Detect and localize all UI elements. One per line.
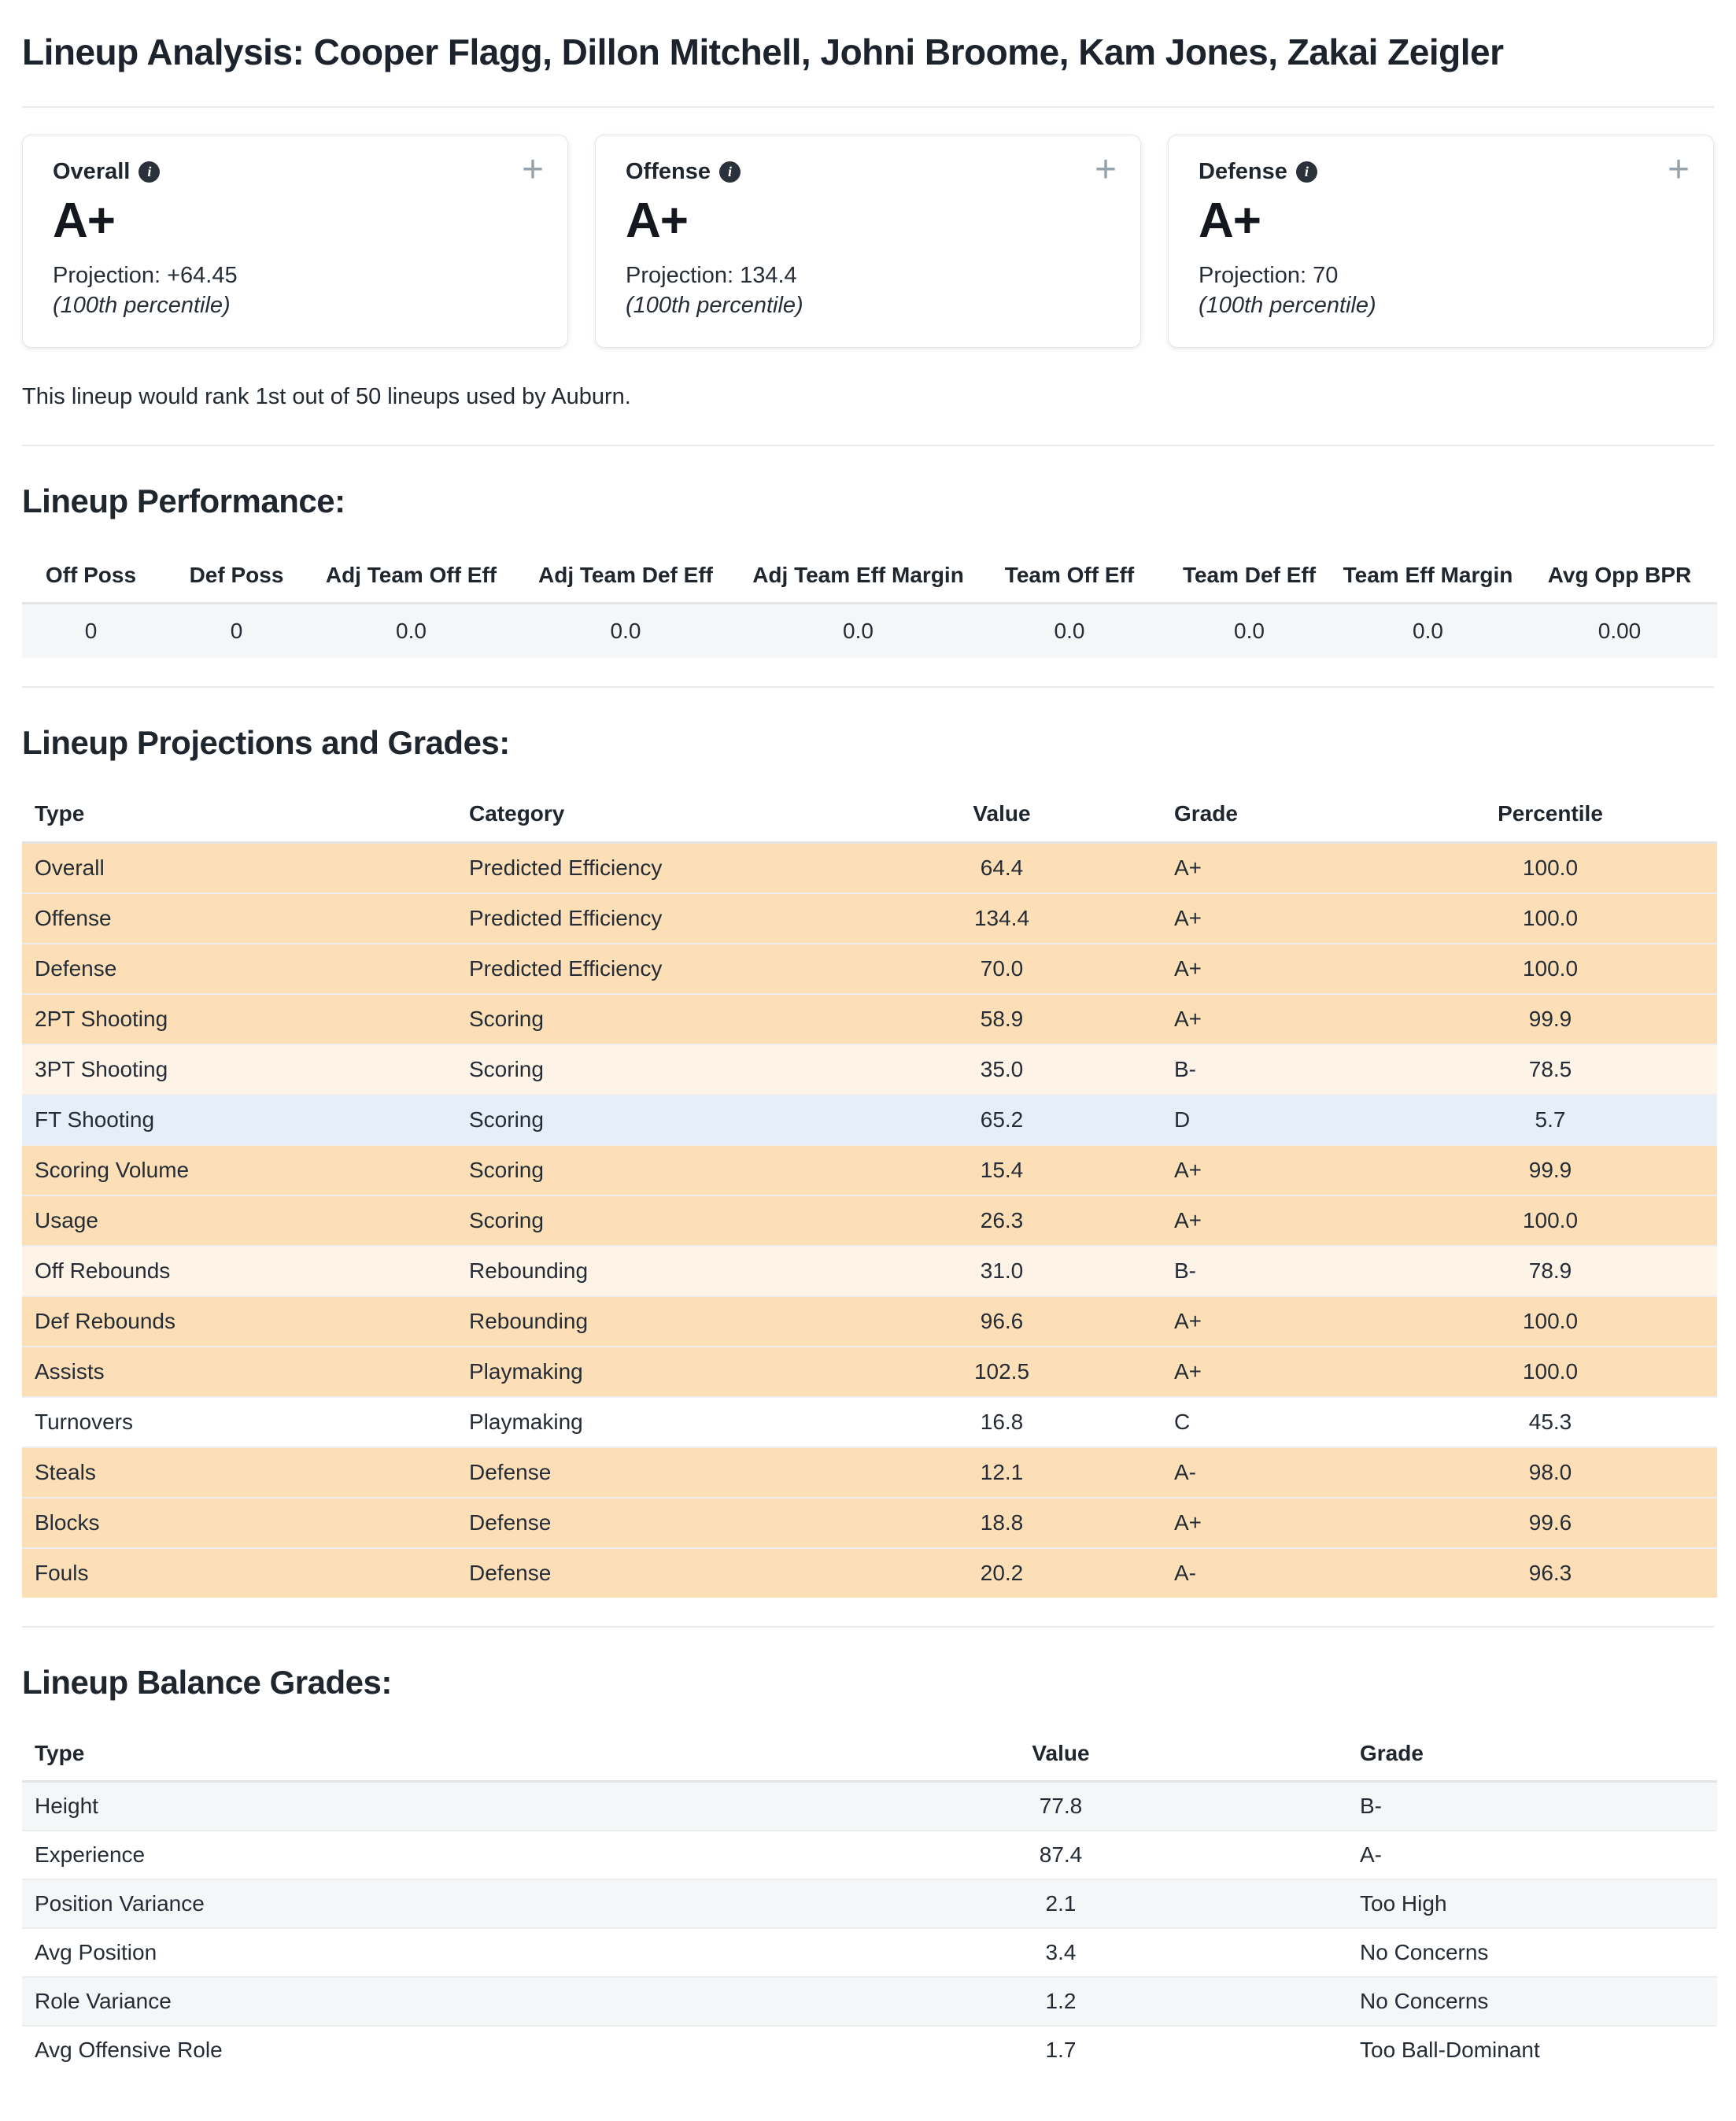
team-off-eff-value: 0.0 <box>974 604 1165 659</box>
value-cell: 1.2 <box>848 1977 1273 2026</box>
team-eff-margin-value: 0.0 <box>1334 604 1522 659</box>
divider-balance <box>22 1626 1714 1628</box>
type-cell: FT Shooting <box>22 1095 463 1145</box>
overall-grade-value: A+ <box>53 193 115 248</box>
balance-row-role-variance <box>22 1977 1717 2026</box>
col-header-adj-team-eff-margin: Adj Team Eff Margin <box>742 561 974 604</box>
adj-team-def-eff-value: 0.0 <box>509 604 742 659</box>
col-header-team-eff-margin: Team Eff Margin <box>1334 561 1522 604</box>
category-cell: Rebounding <box>463 1296 896 1347</box>
grade-cell: Too High <box>1273 1879 1717 1928</box>
projection-row-2pt-shooting <box>22 994 1717 1044</box>
category-cell: Scoring <box>463 1044 896 1095</box>
value-cell: 65.2 <box>896 1095 1108 1145</box>
grade-cell: Too Ball-Dominant <box>1273 2026 1717 2074</box>
overall-projection-text: Projection: +64.45 <box>53 262 238 288</box>
percentile-cell: 100.0 <box>1383 944 1717 994</box>
balance-table <box>22 1739 1717 2074</box>
col-header-avg-opp-bpr: Avg Opp BPR <box>1522 561 1717 604</box>
balance-row-height <box>22 1782 1717 1831</box>
value-cell: 1.7 <box>848 2026 1273 2074</box>
category-cell: Predicted Efficiency <box>463 893 896 944</box>
defense-grade-value: A+ <box>1199 193 1261 248</box>
projection-row-steals <box>22 1447 1717 1498</box>
adj-team-off-eff-value: 0.0 <box>313 604 509 659</box>
type-cell: Height <box>22 1782 848 1831</box>
value-cell: 31.0 <box>896 1246 1108 1296</box>
value-cell: 102.5 <box>896 1347 1108 1397</box>
divider-top <box>22 106 1714 108</box>
performance-data-row <box>22 604 1717 659</box>
category-cell: Predicted Efficiency <box>463 842 896 893</box>
expand-overall-button[interactable]: + <box>521 148 544 190</box>
value-cell: 16.8 <box>896 1397 1108 1447</box>
projection-row-scoring-volume <box>22 1145 1717 1195</box>
grade-cell: B- <box>1108 1044 1383 1095</box>
percentile-cell: 96.3 <box>1383 1548 1717 1598</box>
type-cell: Off Rebounds <box>22 1246 463 1296</box>
value-cell: 26.3 <box>896 1195 1108 1246</box>
percentile-cell: 78.9 <box>1383 1246 1717 1296</box>
performance-header-row <box>22 561 1717 604</box>
percentile-cell: 100.0 <box>1383 1195 1717 1246</box>
projection-row-usage <box>22 1195 1717 1246</box>
card-header <box>626 159 1110 185</box>
percentile-cell: 100.0 <box>1383 1347 1717 1397</box>
col-header-grade: Grade <box>1273 1739 1717 1782</box>
category-cell: Defense <box>463 1498 896 1548</box>
grade-cell: A- <box>1108 1548 1383 1598</box>
category-cell: Playmaking <box>463 1347 896 1397</box>
grade-cell: A+ <box>1108 1498 1383 1548</box>
grade-cell: A- <box>1273 1831 1717 1879</box>
value-cell: 18.8 <box>896 1498 1108 1548</box>
type-cell: Steals <box>22 1447 463 1498</box>
divider-projections <box>22 686 1714 688</box>
defense-percentile-text: (100th percentile) <box>1199 292 1376 318</box>
card-header <box>53 159 537 185</box>
category-cell: Defense <box>463 1548 896 1598</box>
type-cell: Experience <box>22 1831 848 1879</box>
type-cell: Offense <box>22 893 463 944</box>
category-cell: Rebounding <box>463 1246 896 1296</box>
col-header-type: Type <box>22 1739 848 1782</box>
grade-cell: B- <box>1273 1782 1717 1831</box>
value-cell: 87.4 <box>848 1831 1273 1879</box>
type-cell: Assists <box>22 1347 463 1397</box>
balance-row-avg-offensive-role <box>22 2026 1717 2074</box>
card-label-offense: Offense <box>626 158 711 184</box>
projection-row-turnovers <box>22 1397 1717 1447</box>
grade-cell: B- <box>1108 1246 1383 1296</box>
col-header-team-off-eff: Team Off Eff <box>974 561 1165 604</box>
type-cell: Avg Offensive Role <box>22 2026 848 2074</box>
percentile-cell: 78.5 <box>1383 1044 1717 1095</box>
team-def-eff-value: 0.0 <box>1165 604 1334 659</box>
summary-cards <box>22 135 1714 348</box>
value-cell: 2.1 <box>848 1879 1273 1928</box>
type-cell: Turnovers <box>22 1397 463 1447</box>
value-cell: 15.4 <box>896 1145 1108 1195</box>
projection-row-3pt-shooting <box>22 1044 1717 1095</box>
projections-heading: Lineup Projections and Grades: <box>22 724 510 762</box>
category-cell: Scoring <box>463 1145 896 1195</box>
projection-row-overall <box>22 842 1717 893</box>
summary-card-overall <box>22 135 568 348</box>
grade-cell: A+ <box>1108 1145 1383 1195</box>
performance-heading: Lineup Performance: <box>22 482 345 519</box>
col-header-team-def-eff: Team Def Eff <box>1165 561 1334 604</box>
info-icon[interactable]: i <box>1296 161 1317 183</box>
rank-note: This lineup would rank 1st out of 50 lineups used by Auburn. <box>22 383 631 409</box>
projections-table <box>22 800 1717 1597</box>
value-cell: 77.8 <box>848 1782 1273 1831</box>
col-header-value: Value <box>848 1739 1273 1782</box>
card-label-defense: Defense <box>1199 158 1287 184</box>
type-cell: Role Variance <box>22 1977 848 2026</box>
category-cell: Predicted Efficiency <box>463 944 896 994</box>
grade-cell: C <box>1108 1397 1383 1447</box>
col-header-value: Value <box>896 800 1108 842</box>
value-cell: 64.4 <box>896 842 1108 893</box>
grade-cell: A+ <box>1108 842 1383 893</box>
grade-cell: A+ <box>1108 1347 1383 1397</box>
type-cell: Position Variance <box>22 1879 848 1928</box>
type-cell: Scoring Volume <box>22 1145 463 1195</box>
col-header-percentile: Percentile <box>1383 800 1717 842</box>
col-header-off-poss: Off Poss <box>22 561 160 604</box>
percentile-cell: 99.9 <box>1383 994 1717 1044</box>
col-header-adj-team-off-eff: Adj Team Off Eff <box>313 561 509 604</box>
value-cell: 70.0 <box>896 944 1108 994</box>
value-cell: 3.4 <box>848 1928 1273 1977</box>
value-cell: 134.4 <box>896 893 1108 944</box>
category-cell: Scoring <box>463 1195 896 1246</box>
grade-cell: A+ <box>1108 1296 1383 1347</box>
projection-row-fouls <box>22 1548 1717 1598</box>
expand-offense-button[interactable]: + <box>1094 148 1117 190</box>
card-header <box>1199 159 1683 185</box>
category-cell: Playmaking <box>463 1397 896 1447</box>
type-cell: 3PT Shooting <box>22 1044 463 1095</box>
projection-row-defense <box>22 944 1717 994</box>
type-cell: Blocks <box>22 1498 463 1548</box>
offense-grade-value: A+ <box>626 193 688 248</box>
off-poss-value: 0 <box>22 604 160 659</box>
type-cell: Defense <box>22 944 463 994</box>
type-cell: 2PT Shooting <box>22 994 463 1044</box>
percentile-cell: 100.0 <box>1383 842 1717 893</box>
value-cell: 58.9 <box>896 994 1108 1044</box>
divider-performance <box>22 445 1714 446</box>
projection-row-ft-shooting <box>22 1095 1717 1145</box>
percentile-cell: 5.7 <box>1383 1095 1717 1145</box>
percentile-cell: 45.3 <box>1383 1397 1717 1447</box>
defense-projection-text: Projection: 70 <box>1199 262 1339 288</box>
col-header-grade: Grade <box>1108 800 1383 842</box>
overall-percentile-text: (100th percentile) <box>53 292 231 318</box>
value-cell: 96.6 <box>896 1296 1108 1347</box>
type-cell: Usage <box>22 1195 463 1246</box>
col-header-adj-team-def-eff: Adj Team Def Eff <box>509 561 742 604</box>
col-header-type: Type <box>22 800 463 842</box>
projection-row-assists <box>22 1347 1717 1397</box>
info-icon[interactable]: i <box>139 161 160 183</box>
info-icon[interactable]: i <box>719 161 741 183</box>
category-cell: Scoring <box>463 994 896 1044</box>
value-cell: 35.0 <box>896 1044 1108 1095</box>
projection-row-blocks <box>22 1498 1717 1548</box>
page-title: Lineup Analysis: Cooper Flagg, Dillon Mitchell, Johni Broome, Kam Jones, Zakai Zeigler <box>22 31 1504 72</box>
percentile-cell: 100.0 <box>1383 893 1717 944</box>
grade-cell: A+ <box>1108 1195 1383 1246</box>
col-header-def-poss: Def Poss <box>160 561 313 604</box>
value-cell: 12.1 <box>896 1447 1108 1498</box>
offense-percentile-text: (100th percentile) <box>626 292 803 318</box>
offense-projection-text: Projection: 134.4 <box>626 262 797 288</box>
grade-cell: A+ <box>1108 893 1383 944</box>
summary-card-defense <box>1168 135 1714 348</box>
type-cell: Avg Position <box>22 1928 848 1977</box>
percentile-cell: 100.0 <box>1383 1296 1717 1347</box>
percentile-cell: 98.0 <box>1383 1447 1717 1498</box>
grade-cell: No Concerns <box>1273 1928 1717 1977</box>
avg-opp-bpr-value: 0.00 <box>1522 604 1717 659</box>
projections-header-row <box>22 800 1717 842</box>
projection-row-off-rebounds <box>22 1246 1717 1296</box>
grade-cell: A+ <box>1108 944 1383 994</box>
value-cell: 20.2 <box>896 1548 1108 1598</box>
projection-row-def-rebounds <box>22 1296 1717 1347</box>
percentile-cell: 99.9 <box>1383 1145 1717 1195</box>
col-header-category: Category <box>463 800 896 842</box>
balance-row-avg-position <box>22 1928 1717 1977</box>
summary-card-offense <box>595 135 1141 348</box>
grade-cell: A- <box>1108 1447 1383 1498</box>
performance-table <box>22 561 1717 658</box>
grade-cell: D <box>1108 1095 1383 1145</box>
category-cell: Scoring <box>463 1095 896 1145</box>
adj-team-eff-margin-value: 0.0 <box>742 604 974 659</box>
balance-row-experience <box>22 1831 1717 1879</box>
grade-cell: A+ <box>1108 994 1383 1044</box>
percentile-cell: 99.6 <box>1383 1498 1717 1548</box>
balance-heading: Lineup Balance Grades: <box>22 1663 392 1701</box>
def-poss-value: 0 <box>160 604 313 659</box>
projection-row-offense <box>22 893 1717 944</box>
type-cell: Fouls <box>22 1548 463 1598</box>
type-cell: Def Rebounds <box>22 1296 463 1347</box>
expand-defense-button[interactable]: + <box>1667 148 1690 190</box>
grade-cell: No Concerns <box>1273 1977 1717 2026</box>
category-cell: Defense <box>463 1447 896 1498</box>
balance-header-row <box>22 1739 1717 1782</box>
type-cell: Overall <box>22 842 463 893</box>
card-label-overall: Overall <box>53 158 131 184</box>
balance-row-position-variance <box>22 1879 1717 1928</box>
